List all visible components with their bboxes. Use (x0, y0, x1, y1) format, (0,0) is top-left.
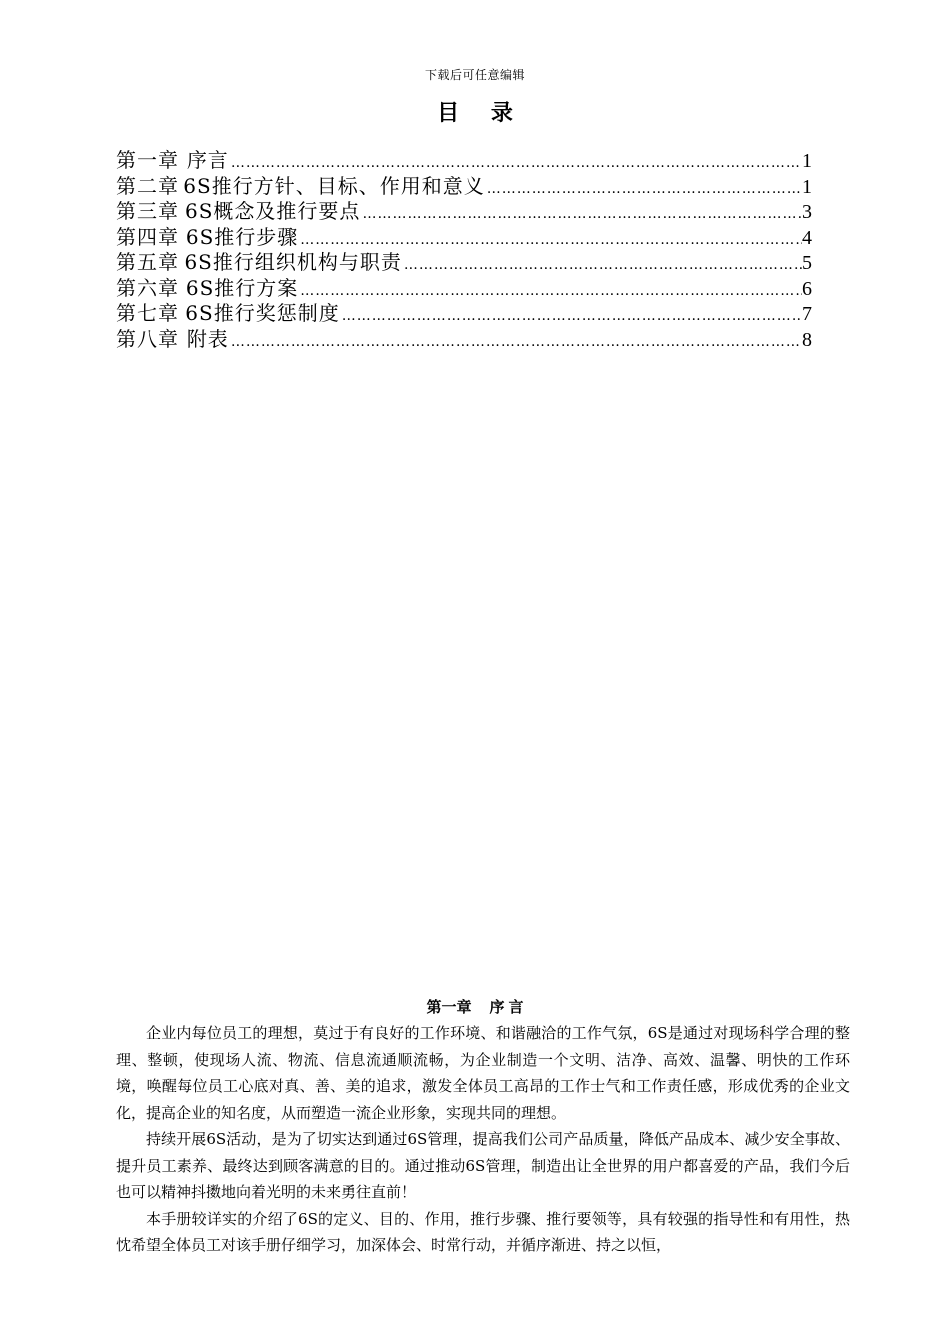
chapter-heading (0, 996, 950, 1017)
toc-item-ch6[interactable] (116, 276, 812, 302)
toc-item-ch8[interactable] (116, 327, 812, 353)
toc-chapter-title: 序言 (186, 148, 229, 172)
toc-page-number: 3 (802, 201, 812, 223)
chapter-heading-title-part2: 言 (508, 998, 524, 1016)
toc-page-number: 8 (802, 328, 812, 351)
toc-chapter-title: 6S推行组织机构与职责 (184, 250, 402, 274)
table-of-contents (116, 148, 812, 352)
toc-chapter-number: 第八章 (116, 326, 179, 351)
toc-dot-leader (340, 304, 802, 327)
toc-chapter-title: 6S推行方案 (185, 275, 299, 300)
toc-title: 目 录 (437, 101, 525, 126)
toc-chapter-number: 第七章 (116, 301, 179, 325)
toc-chapter-number: 第五章 (116, 250, 179, 274)
toc-dot-leader (229, 151, 802, 174)
toc-chapter-title: 6S推行步骤 (185, 224, 299, 249)
toc-chapter-number: 第一章 (116, 148, 179, 172)
toc-chapter-title: 6S推行奖惩制度 (185, 301, 340, 325)
toc-dot-leader (298, 228, 802, 251)
toc-dot-leader (298, 279, 802, 302)
body-paragraph: 本手册较详实的介绍了6S的定义、目的、作用，推行步骤、推行要领等，具有较强的指导性和有用性，热忱希望全体员工对该手册仔细学习，加深体会、时常行动，并循序渐进、持之以恒， (116, 1209, 850, 1254)
toc-chapter-number: 第六章 (116, 275, 179, 300)
toc-item-ch2[interactable] (116, 174, 812, 200)
toc-chapter-title: 6S概念及推行要点 (185, 199, 361, 223)
toc-page-number: 1 (802, 150, 812, 172)
toc-page-number: 6 (802, 277, 812, 300)
page-header-note: 下载后可任意编辑 (424, 68, 525, 82)
toc-dot-leader (402, 253, 802, 276)
body-paragraph: 持续开展6S活动，是为了切实达到通过6S管理，提高我们公司产品质量，降低产品成本、减少安全事故、提升员工素养、最终达到顾客满意的目的。通过推动6S管理，制造出让全世界的用户都喜爱的产品，我们今后也可以精神抖擞地向着光明的未来勇往直前！ (116, 1130, 850, 1201)
toc-chapter-number: 第二章 (116, 173, 179, 198)
toc-item-ch7[interactable] (116, 301, 812, 327)
toc-dot-leader (360, 202, 802, 225)
toc-item-ch1[interactable] (116, 148, 812, 174)
toc-page-number: 5 (802, 252, 812, 274)
toc-page-number: 7 (802, 303, 812, 325)
chapter-body (116, 1020, 850, 1259)
toc-page-number: 1 (802, 175, 812, 198)
toc-chapter-title: 6S推行方针、目标、作用和意义 (183, 173, 485, 198)
toc-dot-leader (485, 177, 802, 200)
chapter-heading-title-part1: 序 (489, 998, 505, 1016)
toc-chapter-number: 第四章 (116, 224, 179, 249)
body-paragraph: 企业内每位员工的理想，莫过于有良好的工作环境、和谐融洽的工作气氛，6S是通过对现场科学合理的整理、整顿，使现场人流、物流、信息流通顺流畅，为企业制造一个文明、洁净、高效、温馨、明快的工作环境，唤醒每位员工心底对真、善、美的追求，激发全体员工高昂的工作士气和工作责任感，形成优秀的企业文化，提高企业的知名度，从而塑造一流企业形象，实现共同的理想。 (116, 1024, 850, 1122)
toc-item-ch3[interactable] (116, 199, 812, 225)
toc-item-ch5[interactable] (116, 250, 812, 276)
chapter-heading-number: 第一章 (426, 998, 472, 1016)
toc-chapter-number: 第三章 (116, 199, 179, 223)
toc-item-ch4[interactable] (116, 225, 812, 251)
toc-page-number: 4 (802, 226, 812, 249)
toc-chapter-title: 附表 (186, 326, 229, 351)
toc-dot-leader (229, 330, 802, 353)
